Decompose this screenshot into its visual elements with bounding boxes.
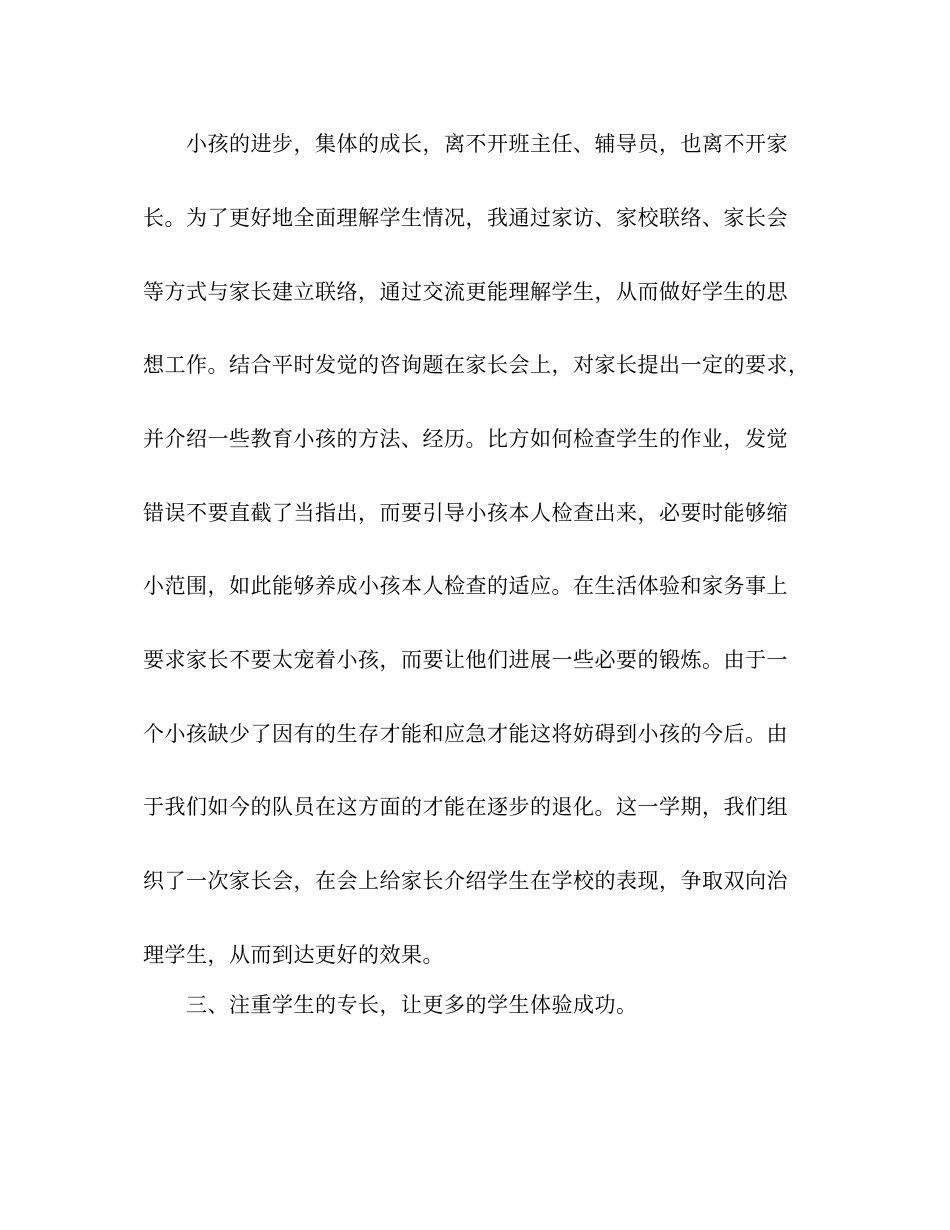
paragraph-line: 小孩的进步，集体的成长，离不开班主任、辅导员，也离不开家 — [186, 132, 788, 156]
paragraph-line: 织了一次家长会，在会上给家长介绍学生在学校的表现，争取双向治 — [143, 869, 788, 893]
paragraph-line: 于我们如今的队员在这方面的才能在逐步的退化。这一学期，我们组 — [143, 795, 788, 819]
paragraph-line: 小范围，如此能够养成小孩本人检查的适应。在生活体验和家务事上 — [143, 574, 788, 598]
paragraph-line: 理学生，从而到达更好的效果。 — [143, 943, 444, 967]
section-heading: 三、注重学生的专长，让更多的学生体验成功。 — [186, 993, 638, 1017]
paragraph-line: 错误不要直截了当指出，而要引导小孩本人检查出来，必要时能够缩 — [143, 501, 788, 525]
paragraph-line: 要求家长不要太宠着小孩，而要让他们进展一些必要的锻炼。由于一 — [143, 648, 788, 672]
paragraph-line: 长。为了更好地全面理解学生情况，我通过家访、家校联络、家长会 — [143, 206, 788, 230]
paragraph-line: 个小孩缺少了因有的生存才能和应急才能这将妨碍到小孩的今后。由 — [143, 722, 788, 746]
paragraph-line: 等方式与家长建立联络，通过交流更能理解学生，从而做好学生的思 — [143, 280, 788, 304]
paragraph-line: 想工作。结合平时发觉的咨询题在家长会上，对家长提出一定的要求， — [143, 353, 810, 377]
paragraph-line: 并介绍一些教育小孩的方法、经历。比方如何检查学生的作业，发觉 — [143, 427, 788, 451]
